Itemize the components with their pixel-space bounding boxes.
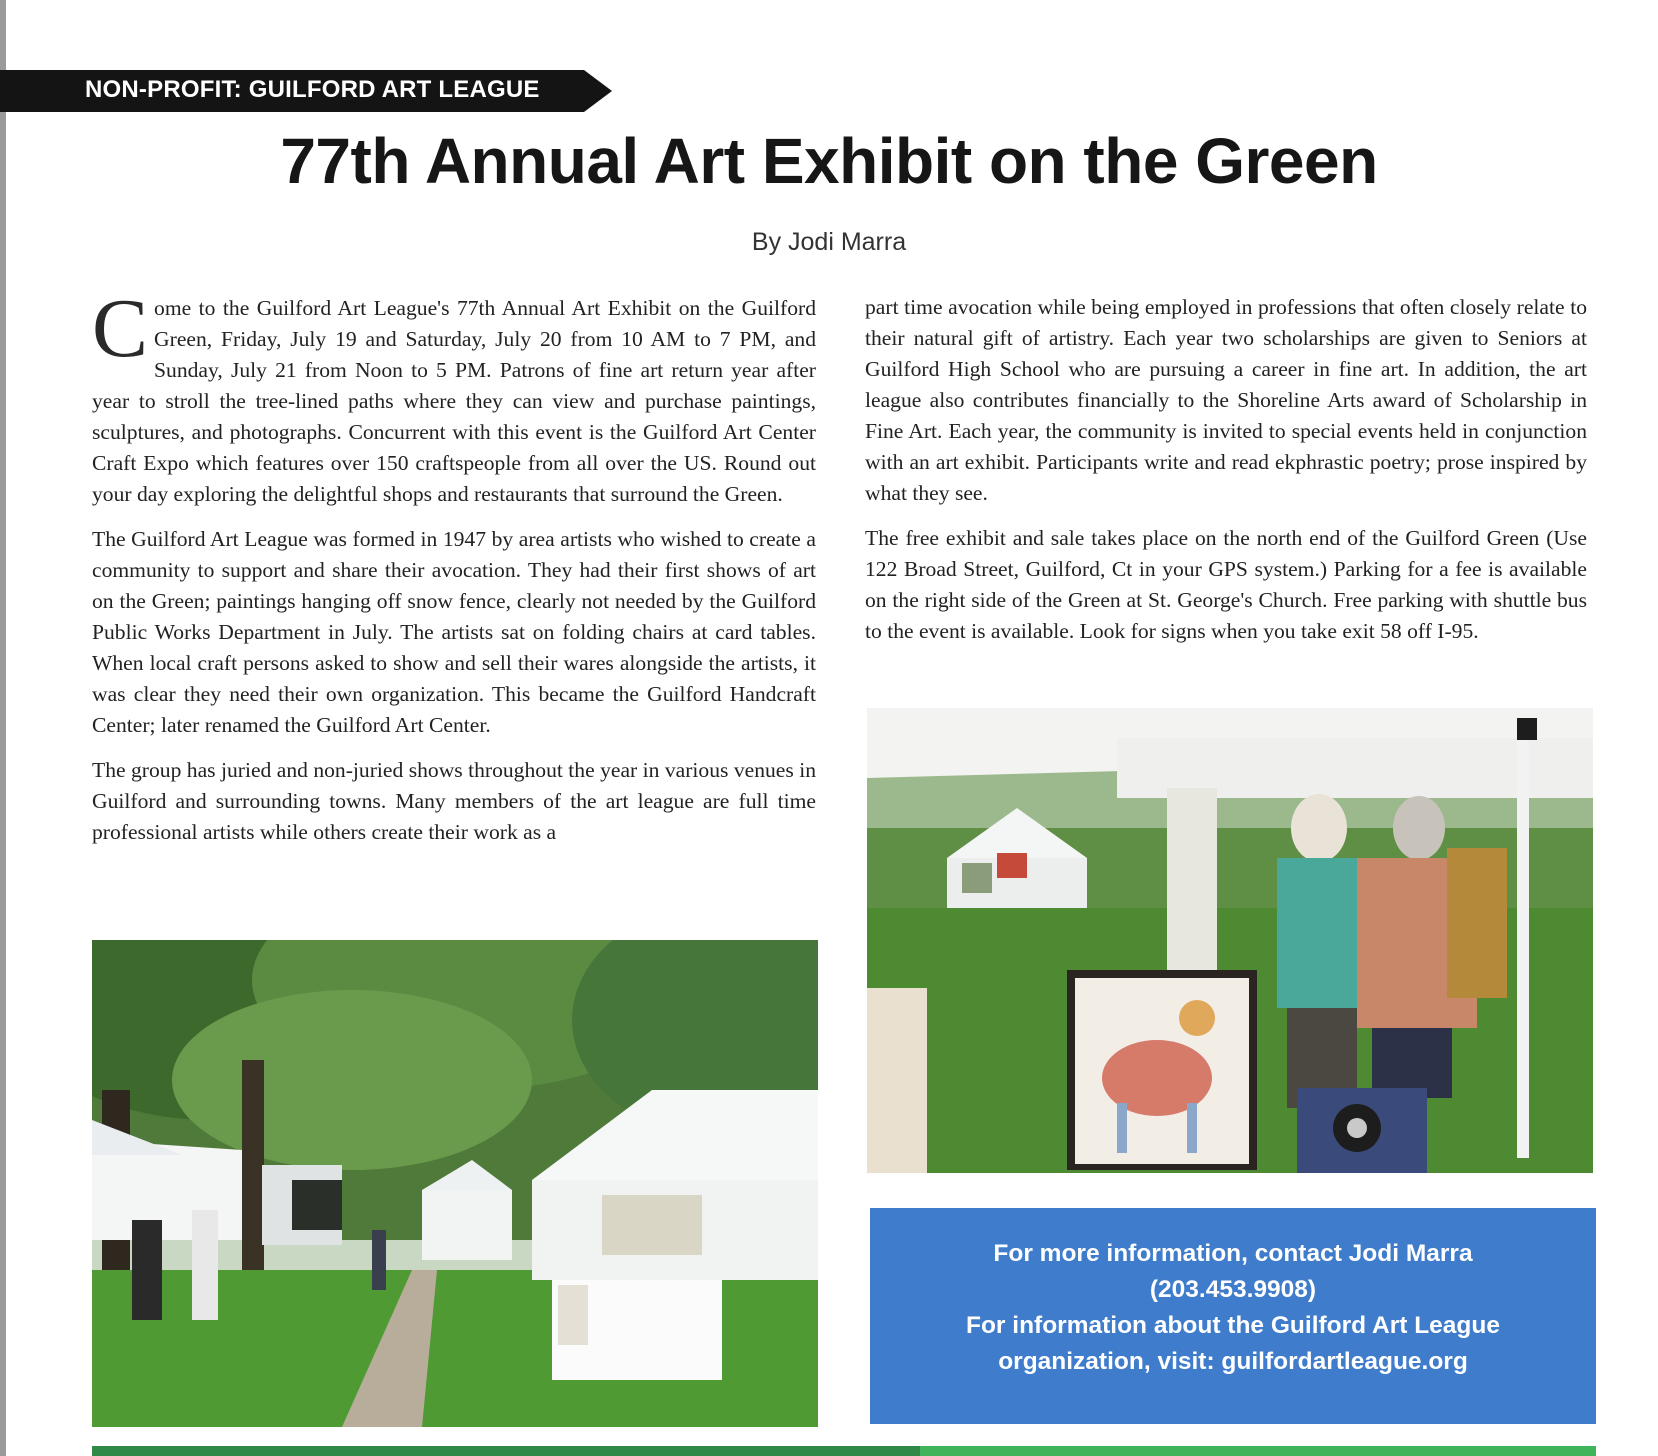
page-edge (0, 0, 6, 1456)
info-line: For information about the Guilford Art League (966, 1312, 1500, 1339)
section-banner (0, 68, 612, 114)
contact-line: For more information, contact Jodi Marra (993, 1240, 1473, 1267)
photo-tree-lined-path (92, 940, 818, 1427)
bottom-bar-light (920, 1446, 1596, 1456)
section-label: NON-PROFIT: GUILFORD ART LEAGUE (85, 76, 540, 103)
paragraph-shows: The group has juried and non-juried shows throughout the year in various venues in Guilford and surrounding towns. Many members of the art league are full time professional artists while others create their work as a (92, 758, 816, 844)
drop-cap: C (92, 282, 149, 375)
website-line[interactable]: organization, visit: guilfordartleague.org (998, 1348, 1468, 1375)
photo-art-booth (867, 708, 1593, 1173)
paragraph-intro-text: ome to the Guilford Art League's 77th Annual Art Exhibit on the Guilford Green, Friday, July 19 and Saturday, July 20 from 10 AM to 7 PM, and Sunday, July 21 from Noon to 5 PM. Patrons of fine art return year after year to stroll the tree-lined paths where they can view and purchase paintings, sculptures, and photographs. Concurrent with this event is the Guilford Art Center Craft Expo which features over 150 craftspeople from all over the US. Round out your day exploring the delightful shops and restaurants that surround the Green. (92, 296, 816, 506)
bottom-color-bar (92, 1446, 1596, 1456)
paragraph-directions: The free exhibit and sale takes place on the north end of the Guilford Green (Use 122 Broad Street, Guilford, Ct in your GPS system.) Parking for a fee is available on the right side of the Green at St. George's Church. Free parking with shuttle bus to the event is available. Look for signs when you take exit 58 off I-95. (865, 526, 1587, 643)
contact-phone: (203.453.9908) (1149, 1276, 1317, 1303)
paragraph-intro (92, 282, 816, 510)
bottom-bar-dark (92, 1446, 920, 1456)
byline: By Jodi Marra (751, 228, 907, 256)
left-column (92, 282, 816, 862)
article-title: 77th Annual Art Exhibit on the Green (280, 125, 1378, 197)
paragraph-history: The Guilford Art League was formed in 1947 by area artists who wished to create a community to support and share their avocation. They had their first shows of art on the Green; paintings hanging off snow fence, clearly not needed by the Guilford Public Works Department in July. The artists sat on folding chairs at card tables. When local craft persons asked to show and sell their wares alongside the artists, it was clear they need their own organization. This became the Guilford Handcraft Center; later renamed the Guilford Art Center. (92, 527, 816, 737)
contact-info-box (870, 1208, 1596, 1424)
right-column (865, 292, 1587, 661)
paragraph-scholarships: part time avocation while being employed in professions that often closely relate to their natural gift of artistry. Each year two scholarships are given to Seniors at Guilford High School who are pursuing a career in fine art. In addition, the art league also contributes financially to the Shoreline Arts award of Scholarship in Fine Art. Each year, the community is invited to special events held in conjunction with an art exhibit. Participants write and read ekphrastic poetry; prose inspired by what they see. (865, 295, 1587, 505)
